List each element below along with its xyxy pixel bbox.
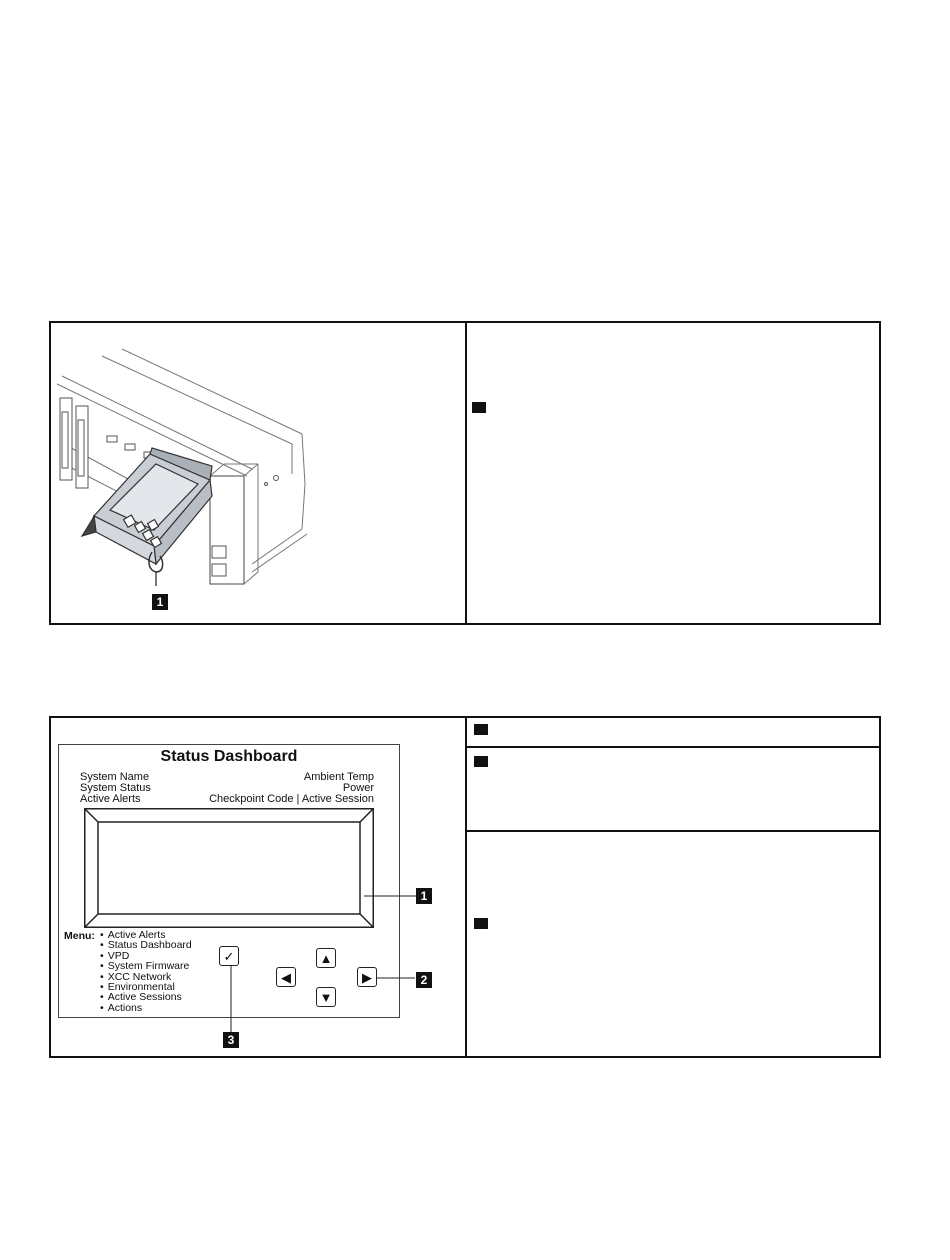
menu-item-status-dashboard: • Status Dashboard xyxy=(100,940,192,950)
row-divider xyxy=(465,830,879,832)
row-divider xyxy=(465,746,879,748)
menu-item-environmental: • Environmental xyxy=(100,982,192,992)
callout-2-leader xyxy=(377,975,417,983)
triangle-left-icon: ◀ xyxy=(281,969,291,985)
menu-item-active-sessions: • Active Sessions xyxy=(100,992,192,1002)
menu-label: Menu: xyxy=(64,930,95,942)
menu-list xyxy=(100,930,192,1013)
select-button[interactable] xyxy=(219,946,239,966)
server-illustration xyxy=(52,324,464,622)
menu-item-system-firmware: • System Firmware xyxy=(100,961,192,971)
table-divider xyxy=(465,718,467,1056)
callout-3-leader xyxy=(228,966,234,1034)
callout-1-leader xyxy=(364,894,418,898)
menu-item-active-alerts: • Active Alerts xyxy=(100,930,192,940)
menu-item-vpd: • VPD xyxy=(100,951,192,961)
label-checkpoint-active-session: Checkpoint Code | Active Session xyxy=(209,793,374,805)
triangle-right-icon: ▶ xyxy=(362,969,372,985)
callout-1-screen: 1 xyxy=(416,888,432,904)
label-active-alerts: Active Alerts xyxy=(80,793,141,805)
row-bullet xyxy=(474,756,488,767)
lcd-screen xyxy=(84,808,374,928)
callout-2-navigation: 2 xyxy=(416,972,432,988)
up-button[interactable] xyxy=(316,948,336,968)
label-power: Power xyxy=(342,782,374,794)
menu-item-actions: • Actions xyxy=(100,1003,192,1013)
label-ambient-temp: Ambient Temp xyxy=(303,771,374,783)
left-button[interactable] xyxy=(276,967,296,987)
row-bullet xyxy=(474,918,488,929)
right-button[interactable] xyxy=(357,967,377,987)
callout-1-lcd-panel: 1 xyxy=(152,594,168,610)
row-bullet xyxy=(472,402,486,413)
down-button[interactable] xyxy=(316,987,336,1007)
triangle-down-icon: ▼ xyxy=(319,989,333,1005)
triangle-up-icon: ▲ xyxy=(319,950,333,966)
row-bullet xyxy=(474,724,488,735)
dashboard-title: Status Dashboard xyxy=(160,748,298,765)
label-system-name: System Name xyxy=(80,771,150,783)
menu-item-xcc-network: • XCC Network xyxy=(100,972,192,982)
callout-3-select: 3 xyxy=(223,1032,239,1048)
table-divider xyxy=(465,323,467,623)
checkmark-icon: ✓ xyxy=(223,948,235,964)
label-system-status: System Status xyxy=(80,782,151,794)
